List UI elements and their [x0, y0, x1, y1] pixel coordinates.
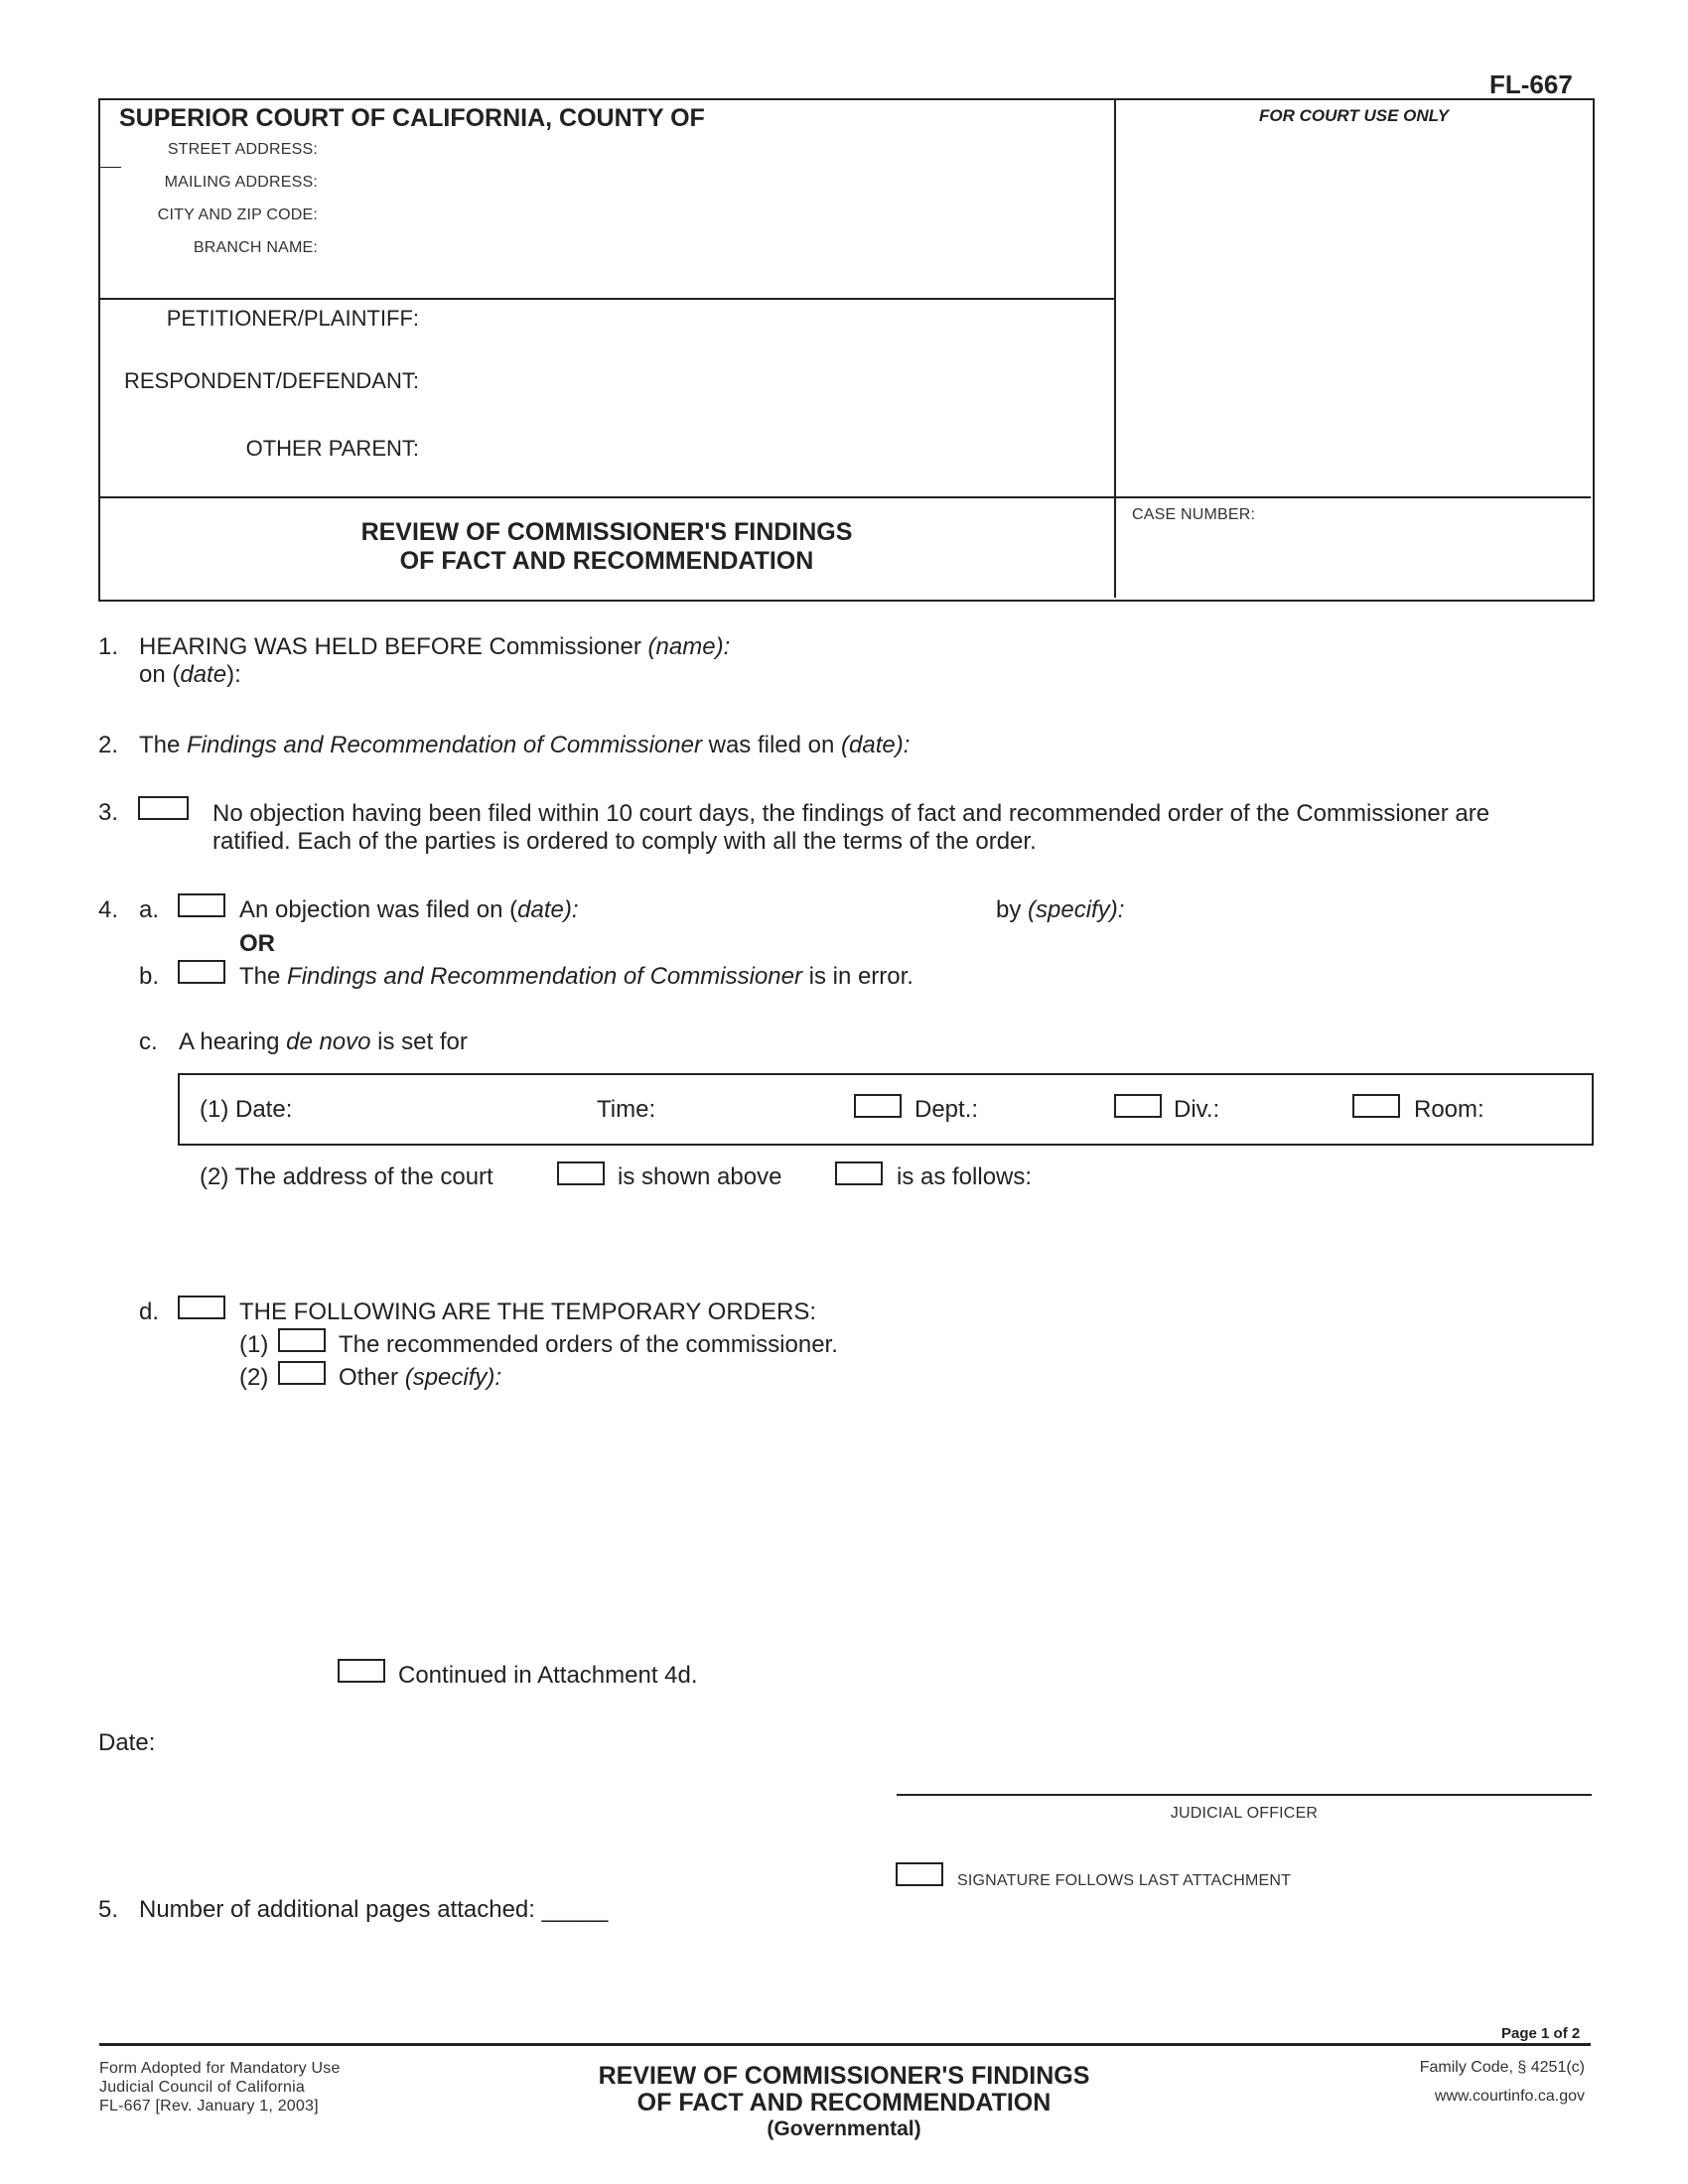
- item-2-line: [139, 732, 910, 759]
- footer-rule: [99, 2043, 1591, 2046]
- other-parent-label: OTHER PARENT:: [245, 436, 419, 461]
- page-number: Page 1 of 2: [1501, 2025, 1581, 2042]
- item-1-name-label: (name):: [647, 633, 731, 660]
- hearing-time-label: Time:: [597, 1096, 656, 1123]
- header-divider: [1114, 99, 1116, 598]
- item-4a-close: ):: [563, 896, 579, 923]
- hearing-date-label: (1) Date:: [200, 1096, 293, 1123]
- room-checkbox[interactable]: [1352, 1094, 1400, 1118]
- respondent-label: RESPONDENT/DEFENDANT:: [123, 368, 419, 393]
- petitioner-label: PETITIONER/PLAINTIFF:: [166, 306, 419, 331]
- item-4c-denovo: de novo: [286, 1028, 371, 1055]
- item-2-the: The: [139, 732, 181, 758]
- hearing-dept-label: Dept.:: [914, 1096, 979, 1123]
- attorney-mark: [99, 167, 121, 168]
- form-title-line-2: OF FACT AND RECOMMENDATION: [399, 547, 814, 575]
- continued-label: Continued in Attachment 4d.: [398, 1662, 698, 1689]
- item-1-date-label: date: [180, 661, 227, 688]
- item-4d2-specify: (specify):: [404, 1364, 502, 1391]
- footer-adopted-3: FL-667 [Rev. January 1, 2003]: [99, 2098, 319, 2115]
- footer-code: Family Code, § 4251(c): [1419, 2059, 1585, 2076]
- item-4a-text: An objection was filed on (: [239, 896, 518, 923]
- signature-follows-checkbox[interactable]: [896, 1862, 943, 1886]
- hearing-room-label: Room:: [1414, 1096, 1484, 1123]
- item-2-number: 2.: [98, 732, 119, 758]
- item-4d2-other: Other: [339, 1364, 399, 1391]
- court-title: SUPERIOR COURT OF CALIFORNIA, COUNTY OF: [119, 104, 705, 132]
- form-title-line-1: REVIEW OF COMMISSIONER'S FINDINGS: [360, 518, 853, 546]
- address-shown-checkbox[interactable]: [557, 1161, 605, 1185]
- court-address-label: (2) The address of the court: [200, 1163, 493, 1190]
- header-rule-2: [99, 496, 1591, 498]
- case-number-label: CASE NUMBER:: [1132, 506, 1256, 523]
- item-4d2-number: (2): [239, 1364, 269, 1391]
- item-4a-by-line: [996, 896, 1124, 924]
- item-1-text: HEARING WAS HELD BEFORE Commissioner: [139, 633, 641, 660]
- item-1-close: ):: [226, 661, 241, 688]
- item-4d2-line: [339, 1364, 501, 1392]
- item-4a-label: a.: [139, 896, 160, 923]
- address-follows-checkbox[interactable]: [835, 1161, 883, 1185]
- item-1-number: 1.: [98, 633, 119, 660]
- item-4d-label: d.: [139, 1298, 160, 1325]
- item-4c-text: A hearing: [179, 1028, 280, 1055]
- item-5-number: 5.: [98, 1896, 119, 1923]
- item-4d1-checkbox[interactable]: [278, 1328, 326, 1352]
- footer-adopted-2: Judicial Council of California: [99, 2079, 305, 2096]
- item-4b-error: is in error.: [808, 963, 914, 990]
- item-4c-line: [179, 1028, 468, 1056]
- item-4c-set: is set for: [377, 1028, 468, 1055]
- header-rule-1: [99, 298, 1115, 300]
- footer-title-1: REVIEW OF COMMISSIONER'S FINDINGS: [598, 2062, 1090, 2090]
- item-4b-label: b.: [139, 963, 160, 990]
- item-4a-date: date: [517, 896, 564, 923]
- item-4-number: 4.: [98, 896, 119, 923]
- hearing-div-label: Div.:: [1174, 1096, 1220, 1123]
- continued-checkbox[interactable]: [338, 1659, 385, 1683]
- item-5-text: Number of additional pages attached: _____: [139, 1896, 609, 1923]
- city-zip-label: CITY AND ZIP CODE:: [157, 206, 318, 223]
- address-follows-label: is as follows:: [897, 1163, 1033, 1190]
- item-1-on: on (: [139, 661, 181, 688]
- branch-name-label: BRANCH NAME:: [193, 239, 318, 256]
- item-2-date-label: (date):: [841, 732, 911, 758]
- item-2-findings: Findings and Recommendation of Commissioner: [187, 732, 702, 758]
- dept-checkbox[interactable]: [854, 1094, 902, 1118]
- item-4b-checkbox[interactable]: [178, 960, 225, 984]
- item-4-or: OR: [239, 930, 275, 957]
- item-3-number: 3.: [98, 799, 119, 826]
- item-4d-checkbox[interactable]: [178, 1296, 225, 1319]
- mailing-address-label: MAILING ADDRESS:: [164, 174, 318, 191]
- date-label: Date:: [98, 1729, 156, 1756]
- item-4d1-number: (1): [239, 1331, 269, 1358]
- court-use-label: FOR COURT USE ONLY: [1259, 106, 1450, 125]
- item-4b-line: [239, 963, 914, 991]
- footer-title-2: OF FACT AND RECOMMENDATION: [636, 2089, 1052, 2116]
- item-4a-line: [239, 896, 579, 924]
- item-4a-specify: (specify):: [1028, 896, 1125, 923]
- div-checkbox[interactable]: [1114, 1094, 1162, 1118]
- item-4b-the: The: [239, 963, 281, 990]
- footer-title-3: (Governmental): [767, 2117, 921, 2140]
- form-id: FL-667: [1489, 69, 1573, 99]
- item-4a-by: by: [996, 896, 1022, 923]
- signature-line[interactable]: [897, 1794, 1592, 1796]
- signature-follows-label: SIGNATURE FOLLOWS LAST ATTACHMENT: [957, 1872, 1292, 1889]
- footer-adopted-1: Form Adopted for Mandatory Use: [99, 2060, 341, 2077]
- item-4d-text: THE FOLLOWING ARE THE TEMPORARY ORDERS:: [239, 1298, 817, 1325]
- item-2-filed: was filed on: [708, 732, 835, 758]
- item-4c-label: c.: [139, 1028, 158, 1055]
- item-1-date-line: [139, 661, 241, 689]
- item-4b-findings: Findings and Recommendation of Commissioner: [287, 963, 802, 990]
- judicial-officer-label: JUDICIAL OFFICER: [1170, 1805, 1319, 1822]
- item-4d1-text: The recommended orders of the commissioner.: [339, 1331, 838, 1358]
- street-address-label: STREET ADDRESS:: [167, 141, 318, 158]
- item-4d2-checkbox[interactable]: [278, 1361, 326, 1385]
- item-4a-checkbox[interactable]: [178, 893, 225, 917]
- item-3-checkbox[interactable]: [138, 796, 189, 820]
- item-3-text-2: ratified. Each of the parties is ordered to comply with all the terms of the order.: [212, 828, 1037, 855]
- address-shown-label: is shown above: [618, 1163, 782, 1190]
- item-1-line: [139, 633, 730, 661]
- footer-url[interactable]: www.courtinfo.ca.gov: [1434, 2088, 1585, 2105]
- item-3-text-1: No objection having been filed within 10 court days, the findings of fact and recommended order of the Commissioner are: [212, 800, 1490, 827]
